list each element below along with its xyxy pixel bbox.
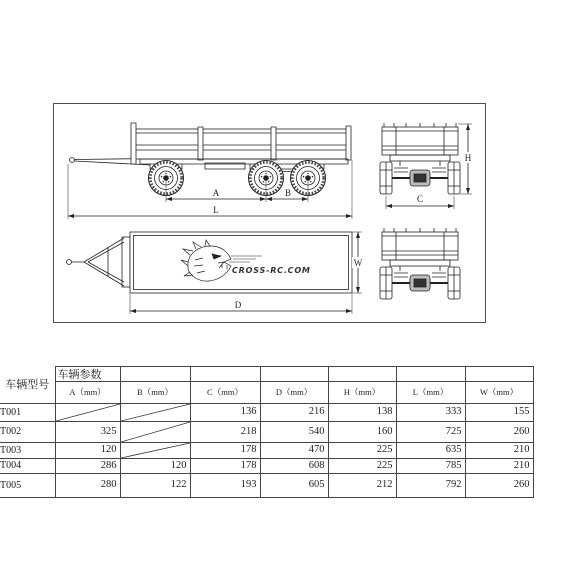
label-w: W: [353, 258, 363, 268]
header-cell-empty: [190, 367, 260, 382]
spec-table: [0, 366, 534, 498]
trailer-rear-view-top: [380, 123, 460, 194]
a-frame-drawbar: [72, 238, 125, 286]
table-row: [0, 459, 533, 474]
value-cell: 155: [465, 404, 533, 422]
model-cell: T002: [0, 422, 55, 443]
value-cell: 785: [396, 459, 465, 474]
value-cell: 210: [465, 459, 533, 474]
header-row: [0, 367, 533, 382]
dimension-w: [352, 232, 364, 293]
table-row: [0, 443, 533, 459]
empty-cell: [55, 404, 120, 422]
value-cell: 122: [120, 474, 190, 498]
value-cell: 212: [328, 474, 396, 498]
value-cell: 136: [190, 404, 260, 422]
value-cell: 225: [328, 443, 396, 459]
value-cell: 605: [260, 474, 328, 498]
model-cell: T004: [0, 459, 55, 474]
value-cell: 120: [120, 459, 190, 474]
value-cell: 635: [396, 443, 465, 459]
value-cell: 218: [190, 422, 260, 443]
spec-table-body: [0, 404, 533, 498]
column-header-w: W（mm）: [465, 382, 533, 404]
dimension-c: [386, 194, 454, 209]
diagonal-line: [56, 404, 120, 421]
side-panel: [135, 129, 348, 159]
value-cell: 792: [396, 474, 465, 498]
value-cell: 178: [190, 443, 260, 459]
label-h: H: [464, 153, 472, 163]
column-header-a: A（mm）: [55, 382, 120, 404]
empty-cell: [120, 404, 190, 422]
header-cell-empty: [465, 367, 533, 382]
value-cell: 216: [260, 404, 328, 422]
header-cell-empty: [260, 367, 328, 382]
diagonal-line: [121, 422, 190, 442]
label-b: B: [284, 188, 292, 198]
label-a: A: [212, 188, 220, 198]
dimension-d: [130, 294, 352, 314]
value-cell: 210: [465, 443, 533, 459]
deck-outline: [130, 232, 352, 293]
hitch-ring: [70, 158, 75, 163]
hitch-ring: [67, 260, 72, 265]
value-cell: 470: [260, 443, 328, 459]
value-cell: 260: [465, 474, 533, 498]
value-cell: 540: [260, 422, 328, 443]
column-header-row: [0, 382, 533, 404]
diagonal-line: [121, 443, 190, 458]
header-cell-empty: [328, 367, 396, 382]
header-cell-empty: [396, 367, 465, 382]
value-cell: 160: [328, 422, 396, 443]
value-cell: 193: [190, 474, 260, 498]
label-d: D: [234, 300, 242, 310]
trailer-rear-view-bottom: [380, 228, 460, 299]
label-c: C: [416, 194, 424, 204]
label-l: L: [213, 205, 219, 215]
header-cell-empty: [120, 367, 190, 382]
tow-bar: [75, 159, 151, 166]
column-header-c: C（mm）: [190, 382, 260, 404]
value-cell: 333: [396, 404, 465, 422]
empty-cell: [120, 443, 190, 459]
trailer-top-view: [67, 232, 353, 293]
value-cell: 325: [55, 422, 120, 443]
turntable: [122, 237, 130, 287]
model-cell: T005: [0, 474, 55, 498]
value-cell: 138: [328, 404, 396, 422]
model-cell: T001: [0, 404, 55, 422]
trailer-side-view: [70, 123, 352, 196]
value-cell: 225: [328, 459, 396, 474]
value-cell: 608: [260, 459, 328, 474]
model-header: 车辆型号: [0, 367, 55, 404]
model-cell: T003: [0, 443, 55, 459]
logo-text: CROSS-RC.COM: [232, 266, 311, 275]
value-cell: 260: [465, 422, 533, 443]
column-header-d: D（mm）: [260, 382, 328, 404]
table-row: [0, 474, 533, 498]
empty-cell: [120, 422, 190, 443]
value-cell: 725: [396, 422, 465, 443]
diagonal-line: [121, 404, 190, 421]
column-header-b: B（mm）: [120, 382, 190, 404]
value-cell: 280: [55, 474, 120, 498]
table-row: [0, 422, 533, 443]
value-cell: 120: [55, 443, 120, 459]
value-cell: 286: [55, 459, 120, 474]
column-header-h: H（mm）: [328, 382, 396, 404]
column-header-l: L（mm）: [396, 382, 465, 404]
params-header: 车辆参数: [55, 367, 120, 382]
value-cell: 178: [190, 459, 260, 474]
table-row: [0, 404, 533, 422]
